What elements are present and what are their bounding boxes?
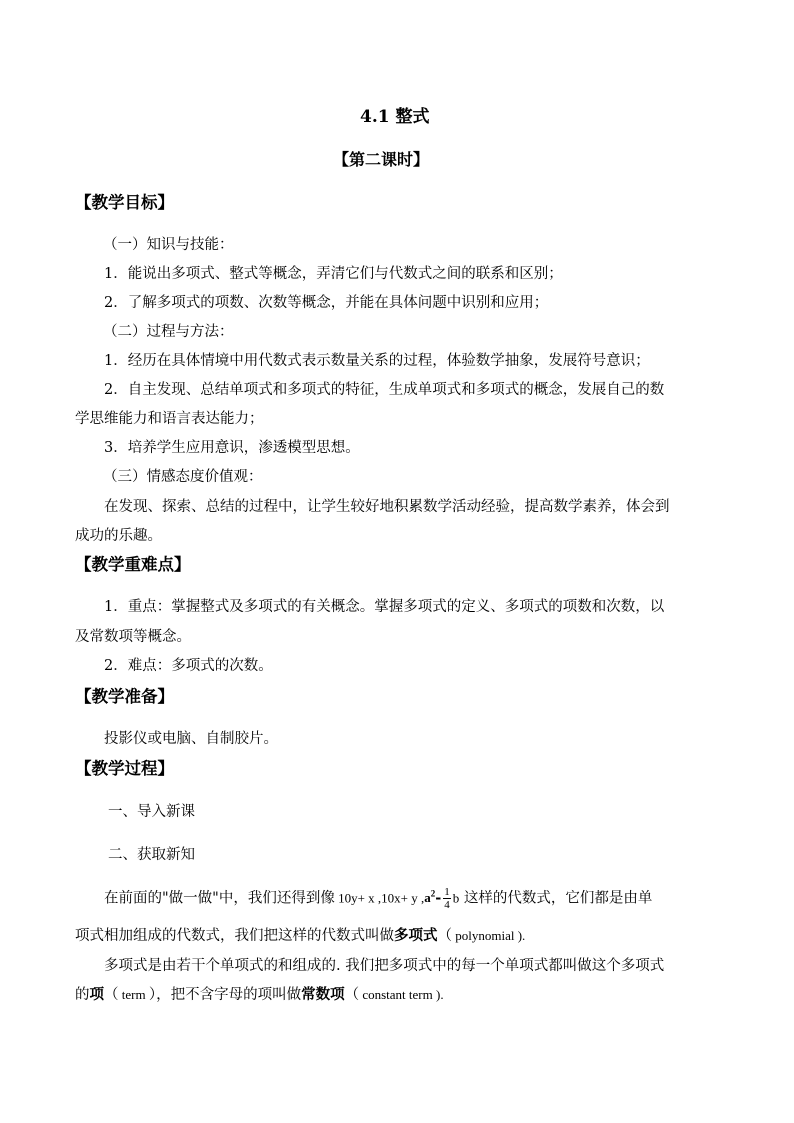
key-points-item2: 2．难点：多项式的次数。 (104, 658, 273, 674)
term-constant-bold: 常数项 (301, 986, 345, 1003)
p1-a-squared: $a^2$ (424, 889, 436, 906)
p1-line2-text: 项式相加组成的代数式，我们把这样的代数式叫做 (75, 928, 394, 944)
objectives-part1-label: （一）知识与技能： (103, 237, 234, 253)
objectives-part2-item2-line1: 2．自主发现、总结单项式和多项式的特征，生成单项式和多项式的概念，发展自己的数 (104, 382, 665, 398)
fraction-one-quarter: $\frac{1}{4}$ (444, 885, 450, 911)
section-heading-process: 【教学过程】 (75, 759, 174, 778)
p2-end: ). (435, 987, 444, 1002)
p1-paren-close: ). (517, 928, 526, 943)
preparation-text: 投影仪或电脑、自制胶片。 (104, 731, 278, 747)
term-polynomial-bold: 多项式 (394, 927, 438, 944)
term-item-en: term (118, 987, 149, 1002)
process-step1: 一、导入新课 (108, 804, 195, 820)
page-title: 4.1 整式 (360, 107, 430, 127)
objectives-part2-item3: 3．培养学生应用意识，渗透模型思想。 (104, 440, 360, 456)
term-item-bold: 项 (89, 986, 104, 1003)
p1-expression: 10y+ x ,10x+ y , (334, 890, 425, 906)
objectives-part1-item1: 1．能说出多项式、整式等概念，弄清它们与代数式之间的联系和区别； (104, 266, 563, 282)
objectives-part3-line1: 在发现、探索、总结的过程中，让学生较好地积累数学活动经验，提高数学素养，体会到 (104, 499, 670, 515)
process-paragraph1-line1 (104, 884, 652, 911)
p1-text-a: 在前面的"做一做"中，我们还得到像 (104, 890, 335, 907)
p2-paren-open-1: （ (104, 987, 119, 1003)
key-points-item1-line1: 1．重点：掌握整式及多项式的有关概念。掌握多项式的定义、多项式的项数和次数，以 (104, 599, 665, 615)
p1-minus: - (435, 889, 442, 907)
p1-paren-open: （ (437, 928, 452, 944)
p1-b: b (452, 890, 460, 906)
objectives-part2-item1: 1．经历在具体情境中用代数式表示数量关系的过程，体验数学抽象，发展符号意识； (104, 353, 650, 369)
objectives-part1-item2: 2．了解多项式的项数、次数等概念，并能在具体问题中识别和应用； (104, 295, 549, 311)
process-paragraph2-line1: 多项式是由若干个单项式的和组成的. 我们把多项式中的每一个单项式都叫做这个多项式 (104, 958, 665, 974)
objectives-part2-label: （二）过程与方法： (103, 324, 234, 340)
process-paragraph1-line2 (75, 926, 525, 946)
process-paragraph2-line2 (75, 985, 444, 1005)
p2-text-a: 的 (75, 987, 90, 1003)
term-constant-en: constant term (359, 987, 436, 1002)
page-subtitle: 【第二课时】 (333, 150, 430, 169)
objectives-part3-label: （三）情感态度价值观： (103, 469, 263, 485)
key-points-item1-line2: 及常数项等概念。 (75, 629, 191, 645)
objectives-part3-line2: 成功的乐趣。 (75, 528, 162, 544)
process-step2: 二、获取新知 (108, 847, 195, 863)
p2-text-c: ），把不含字母的项叫做 (148, 987, 302, 1003)
section-heading-key-points: 【教学重难点】 (75, 555, 191, 574)
section-heading-preparation: 【教学准备】 (75, 687, 174, 706)
p1-text-c: 这样的代数式，它们都是由单 (459, 890, 653, 907)
p2-paren-open-2: （ (344, 987, 360, 1003)
section-heading-objectives: 【教学目标】 (75, 193, 174, 212)
term-polynomial-en: polynomial (452, 928, 518, 943)
objectives-part2-item2-line2: 学思维能力和语言表达能力； (75, 411, 264, 427)
